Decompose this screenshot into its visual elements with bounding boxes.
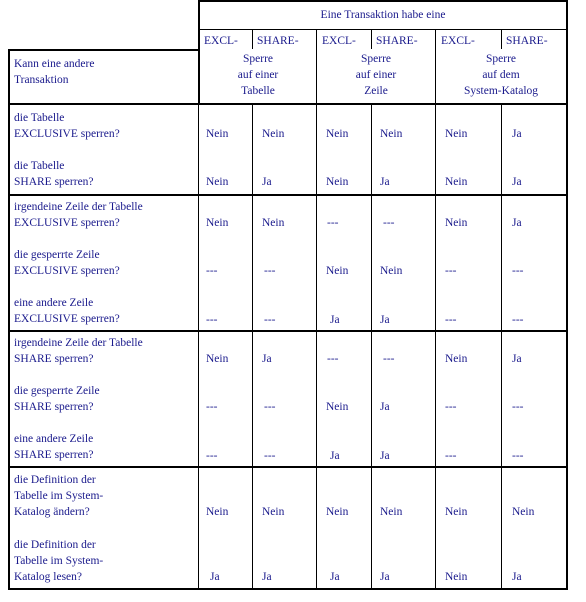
table-cell: ---: [383, 217, 395, 229]
table-cell: ---: [264, 450, 276, 462]
table-cell: Ja: [262, 353, 272, 365]
row-label-line: EXCLUSIVE sperren?: [14, 265, 120, 277]
lock-table-line-1: Sperre: [242, 53, 273, 65]
row-label-line: die Definition der: [14, 539, 96, 551]
row-label-line: Katalog ändern?: [14, 506, 90, 518]
row-label-line: die Definition der: [14, 474, 96, 486]
table-cell: ---: [445, 401, 457, 413]
table-cell: ---: [206, 314, 218, 326]
border-bottom: [8, 588, 568, 590]
row-label-line: die gesperrte Zeile: [14, 249, 100, 261]
lock-row-line-2: auf einer: [355, 69, 397, 81]
table-cell: ---: [264, 401, 276, 413]
row-label-line: EXCLUSIVE sperren?: [14, 313, 120, 325]
mode-sep-1: [252, 29, 253, 49]
table-cell: Nein: [326, 506, 349, 518]
table-cell: Nein: [445, 128, 468, 140]
row-label-line: eine andere Zeile: [14, 297, 94, 309]
table-cell: Ja: [512, 128, 522, 140]
row-label-line: irgendeine Zeile der Tabelle: [14, 201, 143, 213]
group-sep-1: [316, 29, 317, 589]
header-title: Eine Transaktion habe eine: [320, 9, 446, 21]
title-underline: [198, 29, 568, 30]
table-cell: Ja: [210, 571, 220, 583]
table-cell: Ja: [512, 571, 522, 583]
table-cell: Nein: [262, 506, 285, 518]
table-cell: Ja: [330, 450, 340, 462]
lock-catalog-line-3: System-Katalog: [463, 85, 539, 97]
lock-table-line-3: Tabelle: [241, 85, 275, 97]
table-cell: Nein: [445, 353, 468, 365]
table-cell: Nein: [262, 128, 285, 140]
table-cell: Ja: [380, 176, 390, 188]
table-cell: ---: [327, 353, 339, 365]
mode-sep-3: [501, 29, 502, 49]
table-cell: Nein: [445, 571, 468, 583]
body-sub-sep-3: [501, 104, 502, 589]
lock-catalog-line-2: auf dem: [482, 69, 520, 81]
table-cell: Ja: [262, 571, 272, 583]
table-cell: Nein: [445, 217, 468, 229]
table-cell: ---: [383, 353, 395, 365]
mode-sep-2: [371, 29, 372, 49]
table-cell: Nein: [262, 217, 285, 229]
table-cell: ---: [264, 314, 276, 326]
row-label-line: Tabelle im System-: [14, 490, 104, 502]
lock-row-line-1: Sperre: [360, 53, 391, 65]
table-cell: Nein: [326, 265, 349, 277]
border-left: [8, 49, 10, 590]
table-cell: ---: [206, 450, 218, 462]
table-cell: Nein: [326, 401, 349, 413]
table-cell: Nein: [445, 506, 468, 518]
table-cell: ---: [512, 401, 524, 413]
table-cell: Nein: [326, 128, 349, 140]
table-cell: Ja: [380, 450, 390, 462]
table-cell: Nein: [380, 128, 403, 140]
lock-row-line-3: Zeile: [364, 85, 388, 97]
question-line-2: Transaktion: [14, 74, 69, 86]
row-label-line: die Tabelle: [14, 112, 65, 124]
group-sep-2: [435, 29, 436, 589]
question-line-1: Kann eine andere: [14, 58, 95, 70]
table-cell: ---: [264, 265, 276, 277]
row-label-line: SHARE sperren?: [14, 401, 94, 413]
table-cell: Nein: [326, 176, 349, 188]
label-col-sep: [198, 104, 199, 589]
table-cell: Nein: [206, 128, 229, 140]
mode-excl-catalog: EXCL-: [441, 35, 475, 47]
table-cell: ---: [206, 401, 218, 413]
mode-share-row: SHARE-: [376, 35, 418, 47]
table-cell: ---: [512, 314, 524, 326]
border-right: [566, 0, 568, 590]
mode-share-table: SHARE-: [257, 35, 299, 47]
lock-catalog-line-1: Sperre: [485, 53, 516, 65]
table-cell: Ja: [330, 314, 340, 326]
mode-share-catalog: SHARE-: [506, 35, 548, 47]
row-label-line: SHARE sperren?: [14, 449, 94, 461]
row-label-line: eine andere Zeile: [14, 433, 94, 445]
row-label-line: die gesperrte Zeile: [14, 385, 100, 397]
row-label-line: SHARE sperren?: [14, 176, 94, 188]
lock-table-line-2: auf einer: [237, 69, 279, 81]
table-cell: ---: [445, 450, 457, 462]
row-label-line: Katalog lesen?: [14, 571, 83, 583]
table-cell: Ja: [380, 401, 390, 413]
table-cell: Nein: [206, 506, 229, 518]
row-label-line: EXCLUSIVE sperren?: [14, 128, 120, 140]
table-cell: Nein: [206, 217, 229, 229]
mode-excl-row: EXCL-: [322, 35, 356, 47]
row-label-line: die Tabelle: [14, 160, 65, 172]
table-cell: Nein: [380, 265, 403, 277]
row-label-line: Tabelle im System-: [14, 555, 104, 567]
table-cell: Ja: [262, 176, 272, 188]
table-cell: Ja: [330, 571, 340, 583]
table-cell: ---: [445, 314, 457, 326]
table-cell: Nein: [512, 506, 535, 518]
row-label-line: EXCLUSIVE sperren?: [14, 217, 120, 229]
table-cell: Nein: [206, 176, 229, 188]
table-cell: ---: [445, 265, 457, 277]
header-bottom: [8, 103, 568, 105]
mode-excl-table: EXCL-: [204, 35, 238, 47]
body-sub-sep-2: [371, 104, 372, 589]
table-cell: Nein: [380, 506, 403, 518]
table-cell: Ja: [512, 176, 522, 188]
table-cell: ---: [327, 217, 339, 229]
table-cell: Nein: [445, 176, 468, 188]
table-cell: ---: [206, 265, 218, 277]
table-cell: ---: [512, 265, 524, 277]
table-cell: Nein: [206, 353, 229, 365]
table-cell: Ja: [512, 353, 522, 365]
border-top: [198, 0, 568, 2]
section-sep-3: [8, 466, 568, 468]
section-sep-2: [8, 330, 568, 332]
body-sub-sep-1: [252, 104, 253, 589]
table-cell: Ja: [380, 571, 390, 583]
table-cell: ---: [512, 450, 524, 462]
row-label-line: SHARE sperren?: [14, 353, 94, 365]
row-label-line: irgendeine Zeile der Tabelle: [14, 337, 143, 349]
section-sep-1: [8, 194, 568, 196]
table-cell: Ja: [512, 217, 522, 229]
table-cell: Ja: [380, 314, 390, 326]
question-box-top: [8, 49, 200, 51]
